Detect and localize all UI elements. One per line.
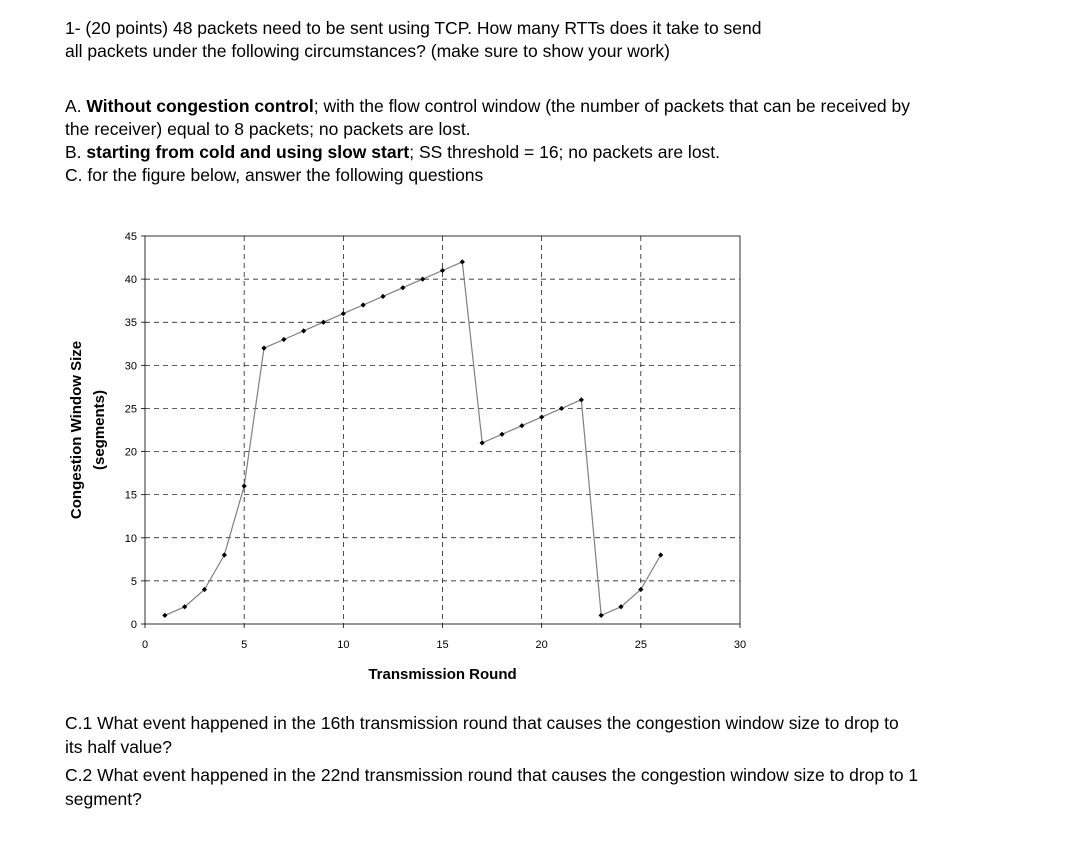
x-tick-label: 15	[436, 639, 449, 651]
part-a-line-2: the receiver) equal to 8 packets; no packets are lost.	[65, 119, 471, 139]
data-point	[281, 337, 286, 342]
x-tick-label: 20	[535, 639, 548, 651]
data-point	[658, 552, 663, 557]
data-point	[499, 432, 504, 437]
data-point	[400, 285, 405, 290]
data-point	[420, 277, 425, 282]
question-header-line-2: all packets under the following circumstances? (make sure to show your work)	[65, 41, 670, 61]
data-point	[242, 483, 247, 488]
data-point	[579, 397, 584, 402]
y-tick-label: 25	[124, 403, 137, 416]
part-a-rest: ; with the flow control window (the number of packets that can be received by	[313, 96, 911, 116]
x-axis-title: Transmission Round	[368, 666, 517, 683]
data-point	[321, 320, 326, 325]
data-point	[341, 311, 346, 316]
question-header-line-1: 1- (20 points) 48 packets need to be sent using TCP. How many RTTs does it take to send	[65, 18, 762, 38]
part-c-line: C. for the figure below, answer the following questions	[65, 165, 484, 185]
y-tick-label: 40	[124, 274, 137, 287]
data-point	[301, 328, 306, 333]
question-c1-line-2: its half value?	[65, 737, 173, 757]
part-b-bold: starting from cold and using slow start	[86, 142, 410, 162]
data-point	[222, 552, 227, 557]
question-c2-line-1: C.2 What event happened in the 22nd transmission round that causes the congestion window size to drop to 1	[65, 765, 919, 785]
y-tick-label: 20	[124, 446, 137, 459]
x-tick-label: 25	[634, 639, 647, 651]
data-point	[480, 440, 485, 445]
y-tick-label: 35	[124, 317, 137, 330]
part-b-rest: ; SS threshold = 16; no packets are lost.	[409, 142, 721, 162]
x-tick-label: 0	[141, 639, 149, 651]
data-point	[539, 414, 544, 419]
x-tick-label: 10	[337, 639, 350, 651]
data-point	[361, 302, 366, 307]
data-point	[380, 294, 385, 299]
chart-ticks	[125, 231, 746, 651]
x-tick-label: 30	[733, 639, 747, 651]
data-point	[460, 259, 465, 264]
part-a-prefix: A.	[65, 96, 87, 116]
y-tick-label: 5	[130, 575, 137, 588]
data-point	[440, 268, 445, 273]
y-tick-label: 30	[124, 360, 137, 373]
y-tick-label: 0	[130, 619, 137, 631]
y-tick-label: 15	[124, 489, 137, 502]
series-line	[165, 262, 661, 616]
question-c1-line-1: C.1 What event happened in the 16th transmission round that causes the congestion window size to drop to	[65, 713, 899, 733]
data-point	[261, 345, 266, 350]
y-axis-title-line-2: (segments)	[91, 389, 108, 471]
data-point	[599, 613, 604, 618]
chart-grid	[145, 236, 740, 624]
part-b-prefix: B.	[65, 142, 87, 162]
y-axis-title-line-1: Congestion Window Size	[68, 340, 85, 520]
x-tick-label: 5	[241, 639, 248, 651]
y-tick-label: 45	[124, 231, 137, 243]
chart-series	[162, 259, 663, 618]
data-point	[162, 613, 167, 618]
part-a-bold: Without congestion control	[86, 96, 314, 116]
y-tick-label: 10	[124, 532, 137, 545]
data-point	[559, 406, 564, 411]
data-point	[519, 423, 524, 428]
question-c2-line-2: segment?	[65, 789, 142, 809]
